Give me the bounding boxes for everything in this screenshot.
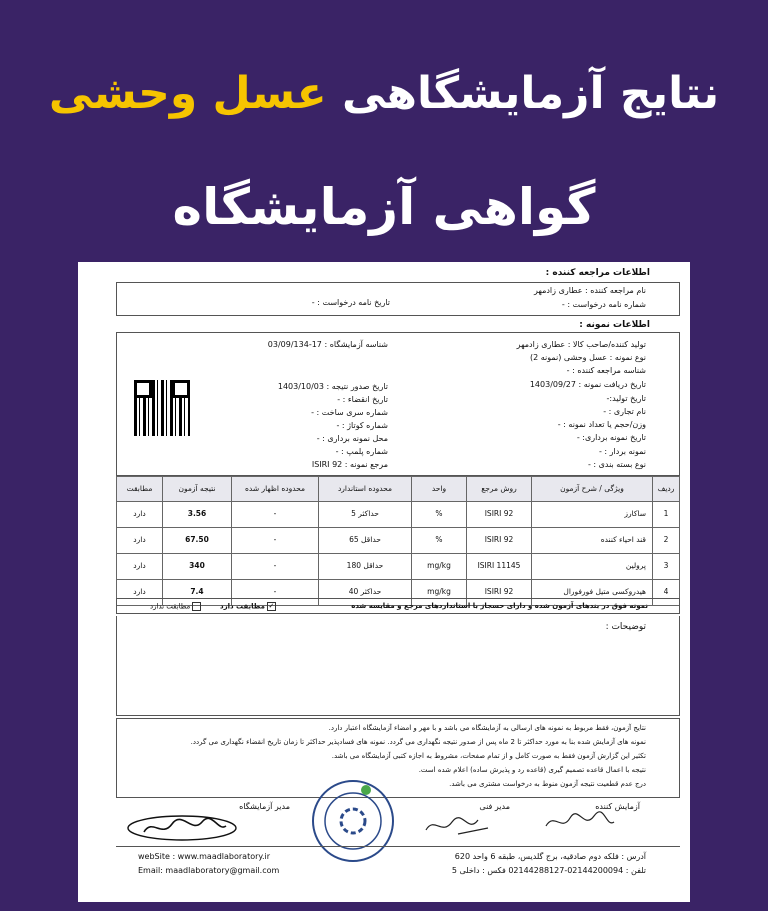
table-cell: - bbox=[232, 554, 319, 580]
conformity-no[interactable] bbox=[150, 602, 203, 611]
table-row bbox=[117, 502, 680, 528]
contact-website[interactable]: webSite : www.maadlaboratory.ir bbox=[138, 852, 271, 861]
client-request-date: تاریخ نامه درخواست : - bbox=[311, 298, 390, 307]
table-cell: 1 bbox=[653, 502, 680, 528]
sample-field: تاریخ نمونه برداری: - bbox=[576, 433, 646, 442]
footnote: نتیجه با اعمال قاعده تصمیم گیری (قاعده رد و پذیرش ساده) اعلام شده است. bbox=[418, 766, 646, 774]
table-cell: دارد bbox=[117, 528, 163, 554]
lab-id: شناسه آزمایشگاه : 17-03/09/134 bbox=[267, 340, 388, 349]
footnote: تکثیر این گزارش آزمون فقط به صورت کامل و از تمام صفحات، مشروط به اجازه کتبی آزمایشگاه می باشد. bbox=[331, 752, 646, 760]
col-header: محدوده اظهار شده bbox=[232, 477, 319, 502]
contact-phone: تلفن : 02144200094-02144288127 فکس : داخلی 5 bbox=[451, 866, 646, 875]
banner-title-highlight: عسل وحشی bbox=[48, 68, 327, 119]
table-cell: - bbox=[232, 580, 319, 606]
table-cell: 340 bbox=[163, 554, 232, 580]
banner-subtitle: گواهی آزمایشگاه bbox=[172, 178, 596, 236]
footnote: درج عدم قطعیت نتیجه آزمون منوط به درخواست مشتری می باشد. bbox=[449, 780, 646, 788]
table-cell: ISIRI 92 bbox=[467, 502, 532, 528]
col-header: واحد bbox=[412, 477, 467, 502]
col-header: ردیف bbox=[653, 477, 680, 502]
table-cell: دارد bbox=[117, 502, 163, 528]
table-cell: - bbox=[232, 502, 319, 528]
conformity-statement: نمونه فوق در بندهای آزمون شده و دارای حسجاز با استانداردهای مرجع و مقایسه شده bbox=[351, 602, 648, 610]
tester-label: آزمایش کننده bbox=[595, 802, 640, 811]
table-cell: % bbox=[412, 502, 467, 528]
table-cell: ISIRI 11145 bbox=[467, 554, 532, 580]
sample-field: شماره سری ساخت : - bbox=[311, 408, 388, 417]
col-header: ویژگی / شرح آزمون bbox=[532, 477, 653, 502]
lab-certificate bbox=[78, 262, 690, 902]
sample-field: نوع بسته بندی : - bbox=[587, 460, 646, 469]
notes-box bbox=[116, 616, 680, 716]
table-cell: 4 bbox=[653, 580, 680, 606]
col-header: روش مرجع bbox=[467, 477, 532, 502]
contact-divider bbox=[116, 846, 680, 847]
table-cell: حداکثر 40 bbox=[319, 580, 412, 606]
table-cell: mg/kg bbox=[412, 580, 467, 606]
client-request-no: شماره نامه درخواست : - bbox=[561, 300, 646, 309]
sample-field: شماره پلمپ : - bbox=[335, 447, 388, 456]
sample-field: وزن/حجم یا تعداد نمونه : - bbox=[557, 420, 646, 429]
conformity-no-label: مطابقت ندارد bbox=[150, 602, 191, 611]
table-cell: 67.50 bbox=[163, 528, 232, 554]
table-cell: - bbox=[232, 528, 319, 554]
sample-field: نوع نمونه : عسل وحشی (نمونه 2) bbox=[529, 353, 646, 362]
col-header: محدوده استاندارد bbox=[319, 477, 412, 502]
table-cell: mg/kg bbox=[412, 554, 467, 580]
client-heading: اطلاعات مراجعه کننده : bbox=[545, 268, 650, 278]
sample-field: نام تجاری : - bbox=[603, 407, 646, 416]
table-cell: 7.4 bbox=[163, 580, 232, 606]
sample-field: تاریخ دریافت نمونه : 1403/09/27 bbox=[529, 380, 646, 389]
notes-label: توضیحات : bbox=[605, 622, 646, 632]
sample-field: مرجع نمونه : ISIRI 92 bbox=[311, 460, 388, 469]
table-cell: دارد bbox=[117, 554, 163, 580]
table-cell: پرولین bbox=[532, 554, 653, 580]
sample-field: تاریخ صدور نتیجه : 1403/10/03 bbox=[277, 382, 388, 391]
tech-manager-signature-icon bbox=[418, 810, 498, 840]
sample-field: تولید کننده/صاحب کالا : عطاری زادمهر bbox=[516, 340, 646, 349]
col-header: مطابقت bbox=[117, 477, 163, 502]
tester-signature-icon bbox=[540, 808, 620, 838]
client-name: نام مراجعه کننده : عطاری زادمهر bbox=[533, 286, 646, 295]
footnote: نتایج آزمون، فقط مربوط به نمونه های ارسالی به آزمایشگاه می باشد و با مهر و امضاء آزمایشگاه اعتبار دارد. bbox=[328, 724, 646, 732]
lab-manager-signature-icon bbox=[122, 810, 242, 846]
conformity-yes-label: مطابقت دارد bbox=[220, 602, 265, 611]
sample-field: شناسه مراجعه کننده : - bbox=[566, 366, 646, 375]
table-row bbox=[117, 528, 680, 554]
qr-code-icon bbox=[134, 380, 190, 436]
results-table bbox=[116, 476, 680, 606]
table-cell: قند احیاء کننده bbox=[532, 528, 653, 554]
lab-seal-stamp-icon bbox=[308, 776, 398, 866]
table-cell: 2 bbox=[653, 528, 680, 554]
table-row bbox=[117, 554, 680, 580]
lab-manager-label: مدیر آزمایشگاه bbox=[239, 802, 290, 811]
table-cell: ساکارز bbox=[532, 502, 653, 528]
contact-address: آدرس : فلکه دوم صادقیه، برج گلدیس، طبقه 6 واحد 620 bbox=[454, 852, 646, 861]
sample-field: تاریخ انقضاء : - bbox=[337, 395, 388, 404]
table-cell: % bbox=[412, 528, 467, 554]
sample-field: شماره کوتاژ : - bbox=[336, 421, 388, 430]
sample-field: تاریخ تولید:- bbox=[606, 394, 646, 403]
contact-email[interactable]: Email: maadlaboratory@gmail.com bbox=[138, 866, 280, 875]
tech-manager-label: مدیر فنی bbox=[479, 802, 510, 811]
table-cell: 3.56 bbox=[163, 502, 232, 528]
table-cell: ISIRI 92 bbox=[467, 528, 532, 554]
sample-field: نمونه بردار : - bbox=[599, 447, 646, 456]
sample-field: محل نمونه برداری : - bbox=[316, 434, 388, 443]
table-cell: حداقل 180 bbox=[319, 554, 412, 580]
table-cell: 3 bbox=[653, 554, 680, 580]
table-cell: حداقل 65 bbox=[319, 528, 412, 554]
table-cell: حداکثر 5 bbox=[319, 502, 412, 528]
checkbox-checked-icon[interactable]: ✓ bbox=[268, 602, 275, 610]
banner-title-main: نتایج آزمایشگاهی bbox=[341, 68, 720, 119]
conformity-yes[interactable] bbox=[220, 602, 278, 611]
footnote: نمونه های آزمایش شده بنا به مورد حداکثر تا 2 ماه پس از صدور نتیجه نگهداری می گردد. نمونه های فسادپذیر حداکثر تا زمان تاریخ انقضاء نگهداری می گردد. bbox=[190, 738, 646, 746]
table-cell: دارد bbox=[117, 580, 163, 606]
table-cell: ISIRI 92 bbox=[467, 580, 532, 606]
banner bbox=[0, 0, 768, 262]
table-header-row bbox=[117, 477, 680, 502]
banner-title bbox=[0, 68, 768, 119]
table-cell: هیدروکسی متیل فورفورال bbox=[532, 580, 653, 606]
checkbox-empty-icon[interactable] bbox=[192, 602, 201, 611]
sample-heading: اطلاعات نمونه : bbox=[579, 320, 650, 330]
col-header: نتیجه آزمون bbox=[163, 477, 232, 502]
